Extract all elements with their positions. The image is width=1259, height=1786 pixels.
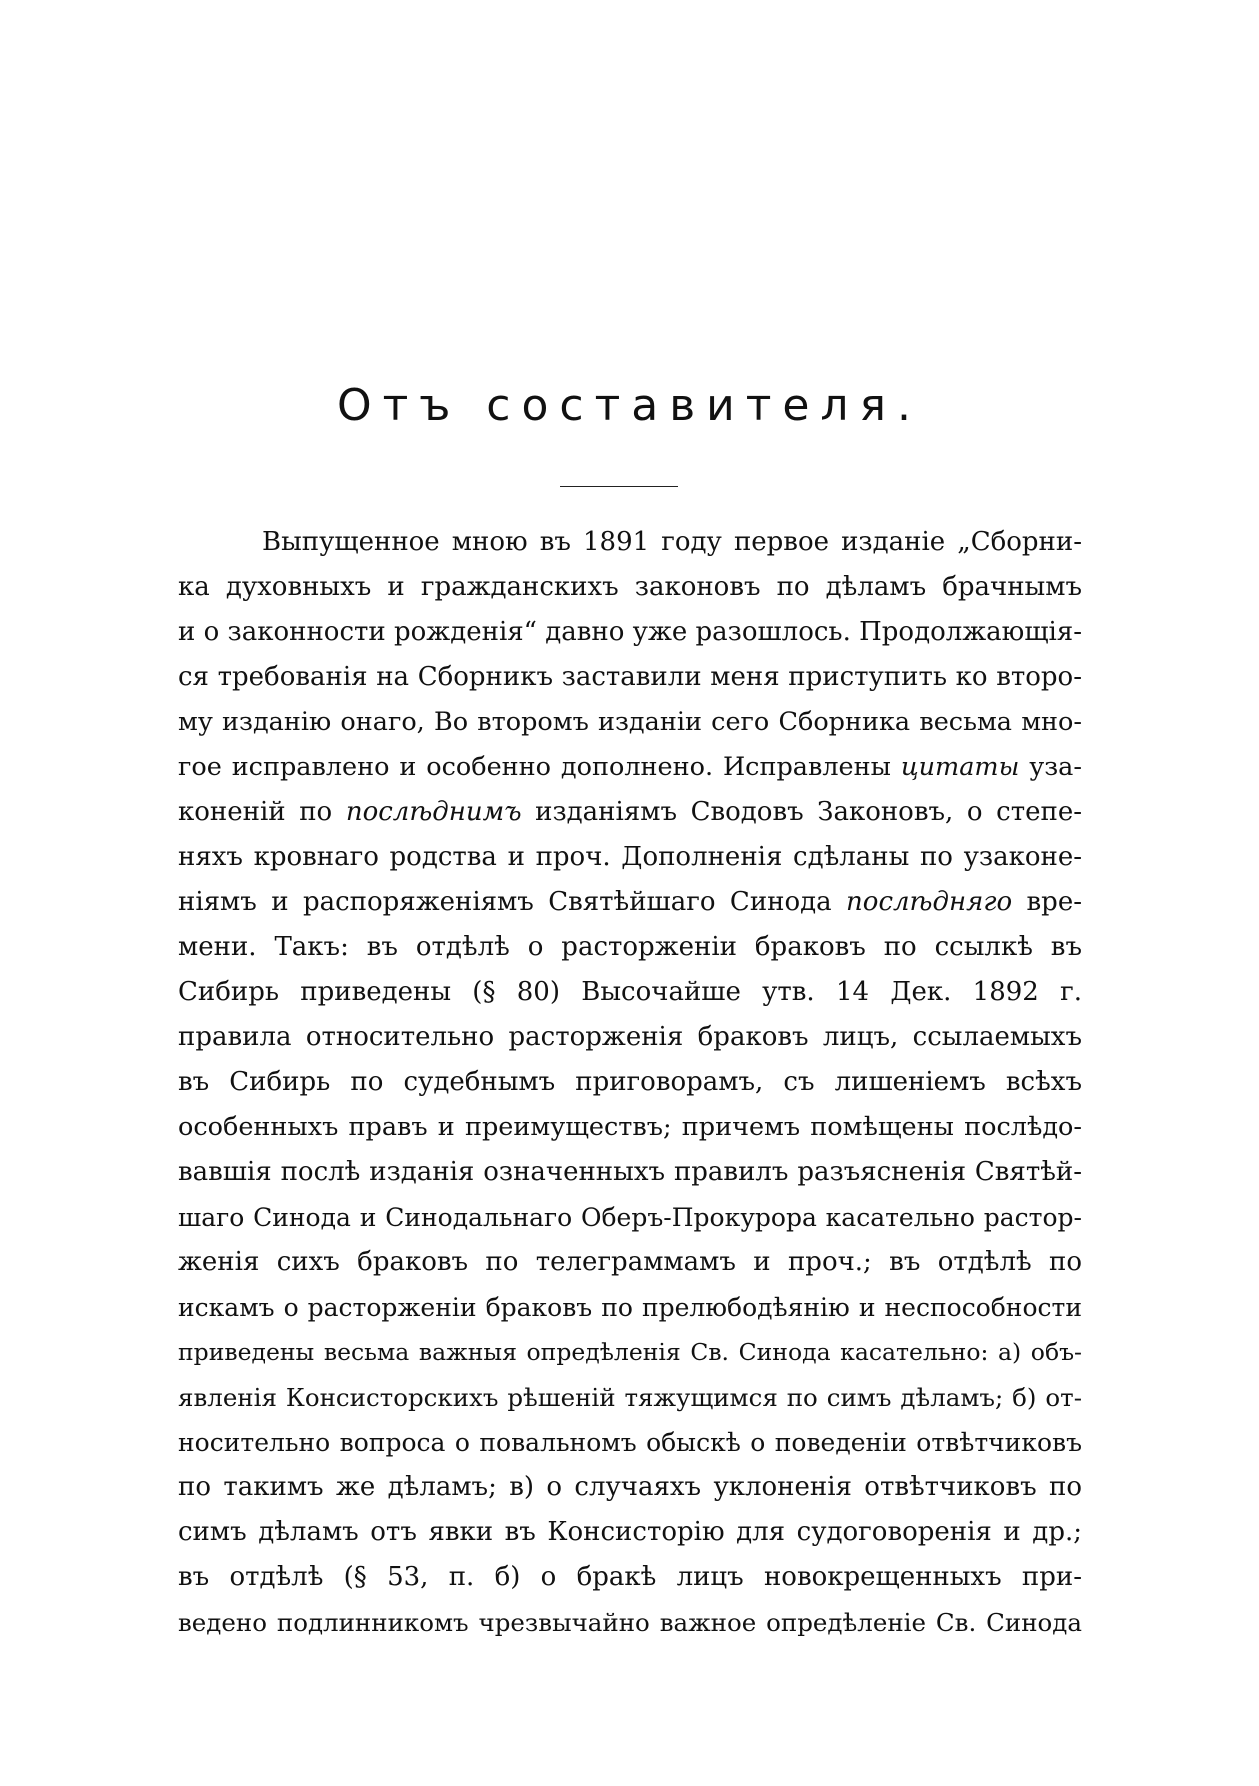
- text-line-21: носительно вопроса о повальномъ обыскѣ о поведеніи отвѣтчиковъ: [178, 1428, 1082, 1457]
- text-line-23: симъ дѣламъ отъ явки въ Консисторію для судоговоренія и др.;: [178, 1517, 1082, 1547]
- text-line-3: и о законности рожденія“ давно уже разошлось. Продолжающія-: [178, 617, 1082, 647]
- text-line-13: въ Сибирь по судебнымъ приговорамъ, съ лишеніемъ всѣхъ: [178, 1067, 1082, 1097]
- text-line-22: по такимъ же дѣламъ; в) о случаяхъ уклоненія отвѣтчиковъ по: [178, 1472, 1082, 1502]
- text-line-9-end: вре-: [1012, 887, 1082, 917]
- text-line-18: искамъ о расторженіи браковъ по прелюбодѣянію и неспособности: [178, 1293, 1082, 1322]
- text-line-9: [178, 880, 1082, 925]
- text-line-20: явленія Консисторскихъ рѣшеній тяжущимся по симъ дѣламъ; б) от-: [178, 1383, 1082, 1412]
- text-line-16: шаго Синода и Синодальнаго Оберъ-Прокурора касательно растор-: [178, 1203, 1082, 1232]
- title-divider: [560, 486, 678, 487]
- text-line-6: [178, 745, 1082, 790]
- text-line-8: няхъ кровнаго родства и проч. Дополненія сдѣланы по узаконе-: [178, 842, 1082, 872]
- text-line-25: ведено подлинникомъ чрезвычайно важное опредѣленіе Св. Синода: [178, 1608, 1082, 1637]
- text-line-19: приведены весьма важныя опредѣленія Св. Синода касательно: а) объ-: [178, 1338, 1082, 1366]
- text-line-9-start: ніямъ и распоряженіямъ Святѣйшаго Синода: [178, 887, 847, 917]
- text-line-12: правила относительно расторженія браковъ лицъ, ссылаемыхъ: [178, 1022, 1082, 1052]
- text-line-7-end: изданіямъ Сводовъ Законовъ, о степе-: [521, 797, 1083, 827]
- text-line-6-start: гое исправлено и особенно дополнено. Исправлены: [178, 752, 901, 782]
- text-line-14: особенныхъ правъ и преимуществъ; причемъ помѣщены послѣдо-: [178, 1112, 1082, 1142]
- text-line-7-start: коненій по: [178, 797, 346, 827]
- text-line-10: мени. Такъ: въ отдѣлѣ о расторженіи браковъ по ссылкѣ въ: [178, 932, 1082, 962]
- emphasis-recent: послѣдняго: [846, 887, 1013, 917]
- text-line-24: въ отдѣлѣ (§ 53, п. б) о бракѣ лицъ новокрещенныхъ при-: [178, 1562, 1082, 1592]
- text-line-17: женія сихъ браковъ по телеграммамъ и проч.; въ отдѣлѣ по: [178, 1247, 1082, 1277]
- preface-paragraph: [178, 520, 1082, 1645]
- emphasis-citations: цитаты: [900, 752, 1020, 782]
- text-line-6-end: уза-: [1019, 752, 1082, 782]
- text-line-1: Выпущенное мною въ 1891 году первое изданіе „Сборни-: [262, 527, 1082, 557]
- text-line-5: му изданію онаго, Во второмъ изданіи сего Сборника весьма мно-: [178, 707, 1082, 737]
- text-line-4: ся требованія на Сборникъ заставили меня приступить ко второ-: [178, 662, 1082, 692]
- emphasis-latest: послѣднимъ: [345, 797, 522, 827]
- text-line-15: вавшія послѣ изданія означенныхъ правилъ разъясненія Святѣй-: [178, 1157, 1082, 1187]
- text-line-7: [178, 790, 1082, 835]
- text-line-2: ка духовныхъ и гражданскихъ законовъ по дѣламъ брачнымъ: [178, 572, 1082, 602]
- text-line-11: Сибирь приведены (§ 80) Высочайше утв. 14 Дек. 1892 г.: [178, 977, 1082, 1007]
- page-title: Отъ составителя.: [336, 380, 923, 431]
